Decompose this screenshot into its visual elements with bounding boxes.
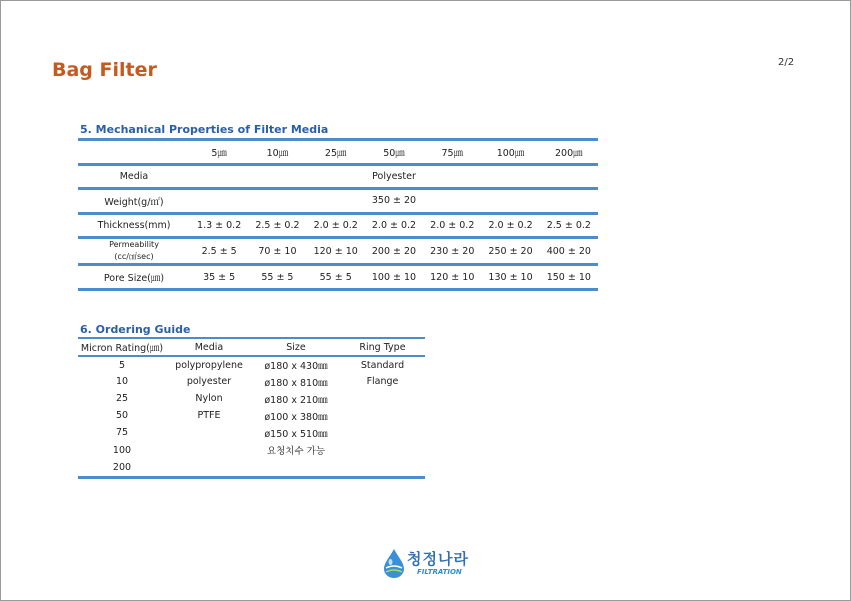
column-header: 75㎛ (423, 140, 481, 165)
table-cell: 250 ± 20 (481, 238, 539, 265)
table-cell: 2.5 ± 5 (190, 238, 248, 265)
table-header-row (78, 338, 425, 356)
table-row-weight (78, 189, 598, 214)
table-cell: 200 ± 20 (365, 238, 423, 265)
table-row (78, 373, 425, 390)
table-cell: 100 ± 10 (365, 265, 423, 290)
row-label: Thickness(mm) (78, 213, 190, 238)
table-row (78, 441, 425, 458)
table-row (78, 407, 425, 424)
table-cell: 2.5 ± 0.2 (540, 213, 598, 238)
table-cell: 100 (112, 444, 132, 456)
page-number: 2/2 (778, 57, 795, 68)
column-header: Micron Rating(㎛) (78, 338, 166, 356)
table-cell (340, 424, 425, 441)
table-cell: 2.0 ± 0.2 (365, 213, 423, 238)
logo-korean-text: 청정나라 (407, 550, 469, 568)
table-cell (340, 407, 425, 424)
row-label (78, 238, 190, 265)
table-cell (166, 441, 252, 458)
table-cell: 요청치수 가능 (266, 446, 326, 458)
table-cell: 120 ± 10 (423, 265, 481, 290)
column-header: 5㎛ (190, 140, 248, 165)
table-cell: polypropylene (175, 359, 243, 371)
table-cell: ø180 x 810㎜ (264, 377, 328, 389)
table-cell: Nylon (195, 393, 223, 405)
column-header: 50㎛ (365, 140, 423, 165)
table-cell (166, 459, 252, 478)
table-cell: 150 ± 10 (540, 265, 598, 290)
section-title-ordering: 6. Ordering Guide (80, 323, 191, 336)
weight-value: 350 ± 20 (190, 189, 598, 214)
column-header: 25㎛ (307, 140, 365, 165)
column-header: Media (166, 338, 252, 356)
table-cell: 1.3 ± 0.2 (190, 213, 248, 238)
column-header: Ring Type (340, 338, 425, 356)
row-label-line: Permeability (109, 240, 159, 250)
table-cell: ø150 x 510㎜ (264, 428, 328, 440)
table-cell: 200 (78, 459, 166, 478)
column-header: 10㎛ (248, 140, 306, 165)
table-cell (340, 459, 425, 478)
table-header-row (78, 140, 598, 165)
table-cell: PTFE (197, 410, 221, 422)
section-title-mechanical: 5. Mechanical Properties of Filter Media (80, 123, 329, 136)
table-cell: 50 (115, 410, 129, 422)
table-row (78, 356, 425, 373)
table-row (78, 424, 425, 441)
media-value: Polyester (190, 164, 598, 189)
table-cell: 130 ± 10 (481, 265, 539, 290)
row-label-unit: (cc/㎠sec) (114, 252, 154, 262)
table-cell: 10 (115, 376, 129, 388)
table-row (78, 459, 425, 478)
column-header: 200㎛ (540, 140, 598, 165)
table-cell: 55 ± 5 (307, 265, 365, 290)
table-cell: 2.0 ± 0.2 (481, 213, 539, 238)
column-header: Size (252, 338, 340, 356)
page-title: Bag Filter (52, 59, 157, 81)
corner-cell (78, 140, 190, 165)
table-row-media (78, 164, 598, 189)
table-cell: 70 ± 10 (248, 238, 306, 265)
table-cell: 120 ± 10 (307, 238, 365, 265)
row-label: Weight(g/㎡) (78, 189, 190, 214)
table-cell: 2.5 ± 0.2 (248, 213, 306, 238)
table-cell: 230 ± 20 (423, 238, 481, 265)
table-cell (252, 459, 340, 478)
table-cell: 25 (115, 393, 129, 405)
table-cell: 75 (115, 427, 129, 439)
table-cell: ø100 x 380㎜ (264, 411, 328, 423)
column-header: 100㎛ (481, 140, 539, 165)
table-cell (166, 424, 252, 441)
row-label: Media (78, 164, 190, 189)
table-cell: 2.0 ± 0.2 (307, 213, 365, 238)
table-cell: Flange (366, 376, 399, 388)
row-label: Pore Size(㎛) (78, 265, 190, 290)
table-cell: ø180 x 430㎜ (264, 361, 328, 373)
table-cell: ø180 x 210㎜ (264, 394, 328, 406)
table-cell (340, 441, 425, 458)
table-cell: Standard (360, 359, 405, 371)
mechanical-properties-table (78, 138, 598, 291)
table-row-permeability (78, 238, 598, 265)
table-row (78, 390, 425, 407)
table-cell: 35 ± 5 (190, 265, 248, 290)
table-cell: polyester (186, 376, 232, 388)
table-cell: 5 (118, 359, 126, 371)
water-drop-icon (383, 548, 405, 578)
logo-english-text: FILTRATION (417, 568, 462, 576)
table-row-pore-size (78, 265, 598, 290)
company-logo (383, 548, 475, 580)
table-cell (340, 390, 425, 407)
table-row-thickness (78, 213, 598, 238)
table-cell: 55 ± 5 (248, 265, 306, 290)
ordering-guide-table (78, 337, 425, 479)
table-cell: 2.0 ± 0.2 (423, 213, 481, 238)
table-cell: 400 ± 20 (540, 238, 598, 265)
